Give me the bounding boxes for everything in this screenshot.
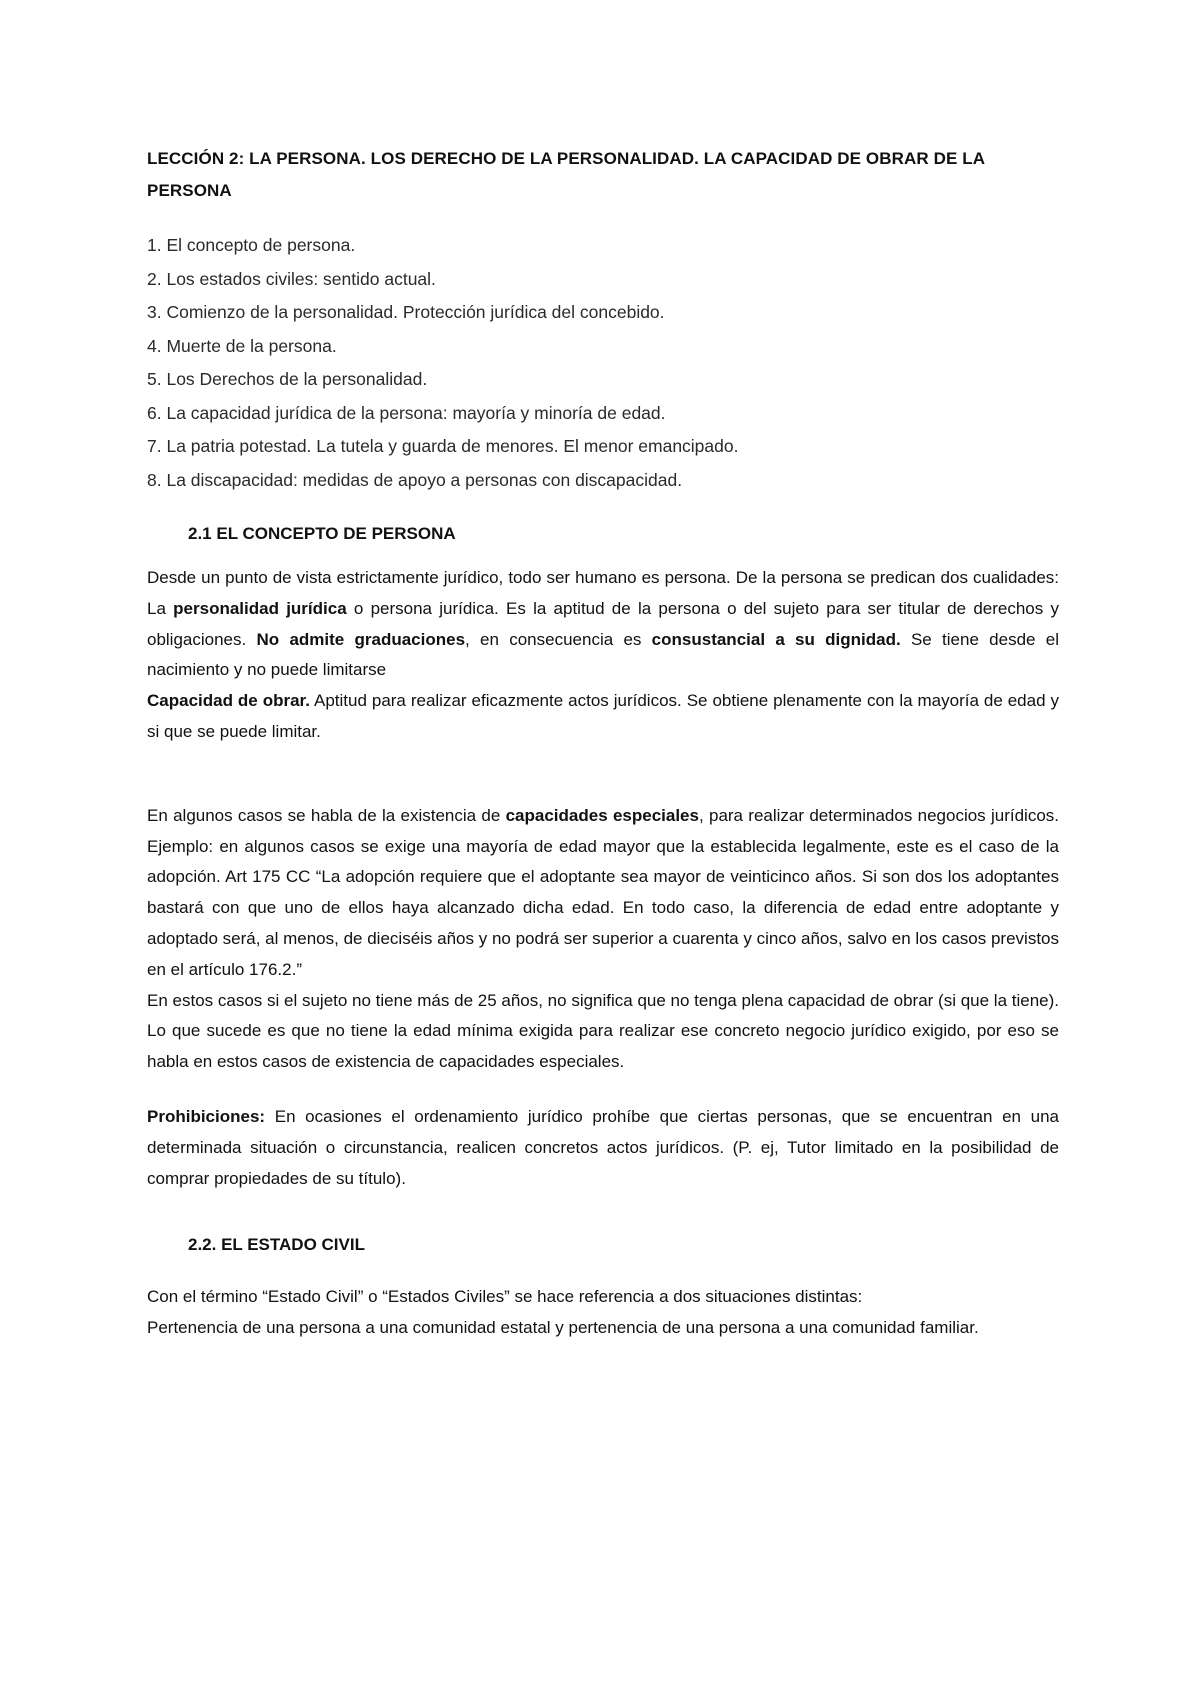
section-heading-estado-civil: 2.2. EL ESTADO CIVIL — [188, 1235, 365, 1255]
paragraph-text: , en consecuencia es — [465, 629, 652, 649]
toc-item: 4. Muerte de la persona. — [147, 335, 337, 356]
toc-item: 8. La discapacidad: medidas de apoyo a personas con discapacidad. — [147, 469, 683, 490]
paragraph-text: , para realizar determinados negocios jurídicos. Ejemplo: en algunos casos se exige una mayoría de edad mayor que la establecida legalmente, este es el caso de la adopción. Art 175 CC “La adopción requiere que el adoptante sea mayor de veinticinco años. Si son dos los adoptantes bastará con que uno de ellos haya alcanzado dicha edad. En todo caso, la diferencia de edad entre adoptante y adoptado será, al menos, de dieciséis años y no podrá ser superior a cuarenta y cinco años, salvo en los casos previstos en el artículo 176.2.” — [147, 805, 1060, 979]
toc-item: 5. Los Derechos de la personalidad. — [147, 369, 428, 389]
paragraph-text: En algunos casos se habla de la existencia de — [147, 805, 506, 825]
paragraph-text: Desde un punto de vista estrictamente jurídico, todo ser humano es persona. De la persona se predican dos cualidades: La — [147, 568, 1059, 618]
paragraph-text: Se tiene desde el nacimiento y no puede limitarse — [147, 629, 1059, 680]
paragraph-pertenencia: Pertenencia de una persona a una comunidad estatal y pertenencia de una persona a una comunidad familiar. — [147, 1318, 979, 1338]
bold-term-no-admite-graduaciones: No admite graduaciones — [256, 629, 466, 649]
toc-item: 1. El concepto de persona. — [147, 235, 356, 255]
section-heading-concepto-persona: 2.1 EL CONCEPTO DE PERSONA — [188, 524, 456, 543]
paragraph-text: En ocasiones el ordenamiento jurídico prohíbe que ciertas personas, que se encuentran en una determinada situación o circunstancia, realicen concretos actos jurídicos. (P. ej, Tutor limitado en la posibilidad de comprar propiedades de su título). — [147, 1106, 1059, 1188]
paragraph-prohibiciones — [147, 1102, 1059, 1194]
paragraph-estos-casos: En estos casos si el sujeto no tiene más de 25 años, no significa que no tenga plena capacidad de obrar (si que la tiene). Lo que sucede es que no tiene la edad mínima exigida para realizar ese concreto negocio jurídico exigido, por eso se habla en estos casos de existencia de capacidades especiales. — [147, 990, 1059, 1072]
paragraph-capacidad-obrar — [147, 686, 1059, 748]
bold-term-consustancial: consustancial a su dignidad. — [651, 629, 901, 649]
toc-item: 2. Los estados civiles: sentido actual. — [147, 268, 436, 289]
toc-item: 7. La patria potestad. La tutela y guarda de menores. El menor emancipado. — [147, 436, 739, 456]
bold-term-personalidad-juridica: personalidad jurídica — [173, 598, 347, 618]
paragraph-capacidades-especiales — [147, 801, 1059, 986]
paragraph-estado-civil-intro: Con el término “Estado Civil” o “Estados Civiles” se hace referencia a dos situaciones distintas: — [147, 1287, 863, 1307]
bold-term-capacidad-obrar: Capacidad de obrar. — [147, 691, 310, 711]
bold-term-prohibiciones: Prohibiciones: — [147, 1106, 266, 1126]
paragraph-text: o persona jurídica. Es la aptitud de la persona o del sujeto para ser titular de derechos y obligaciones. — [147, 598, 1059, 649]
lesson-title: LECCIÓN 2: LA PERSONA. LOS DERECHO DE LA PERSONALIDAD. LA CAPACIDAD DE OBRAR DE LA PERSONA — [147, 149, 985, 200]
paragraph-personalidad-juridica — [147, 563, 1059, 686]
toc-item: 3. Comienzo de la personalidad. Protección jurídica del concebido. — [147, 302, 665, 322]
bold-term-capacidades-especiales: capacidades especiales — [505, 805, 699, 825]
paragraph-text: Aptitud para realizar eficazmente actos jurídicos. Se obtiene plenamente con la mayoría de edad y si que se puede limitar. — [147, 691, 1060, 741]
table-of-contents — [147, 229, 1059, 497]
toc-item: 6. La capacidad jurídica de la persona: mayoría y minoría de edad. — [147, 402, 666, 423]
document-content — [147, 143, 1059, 1344]
